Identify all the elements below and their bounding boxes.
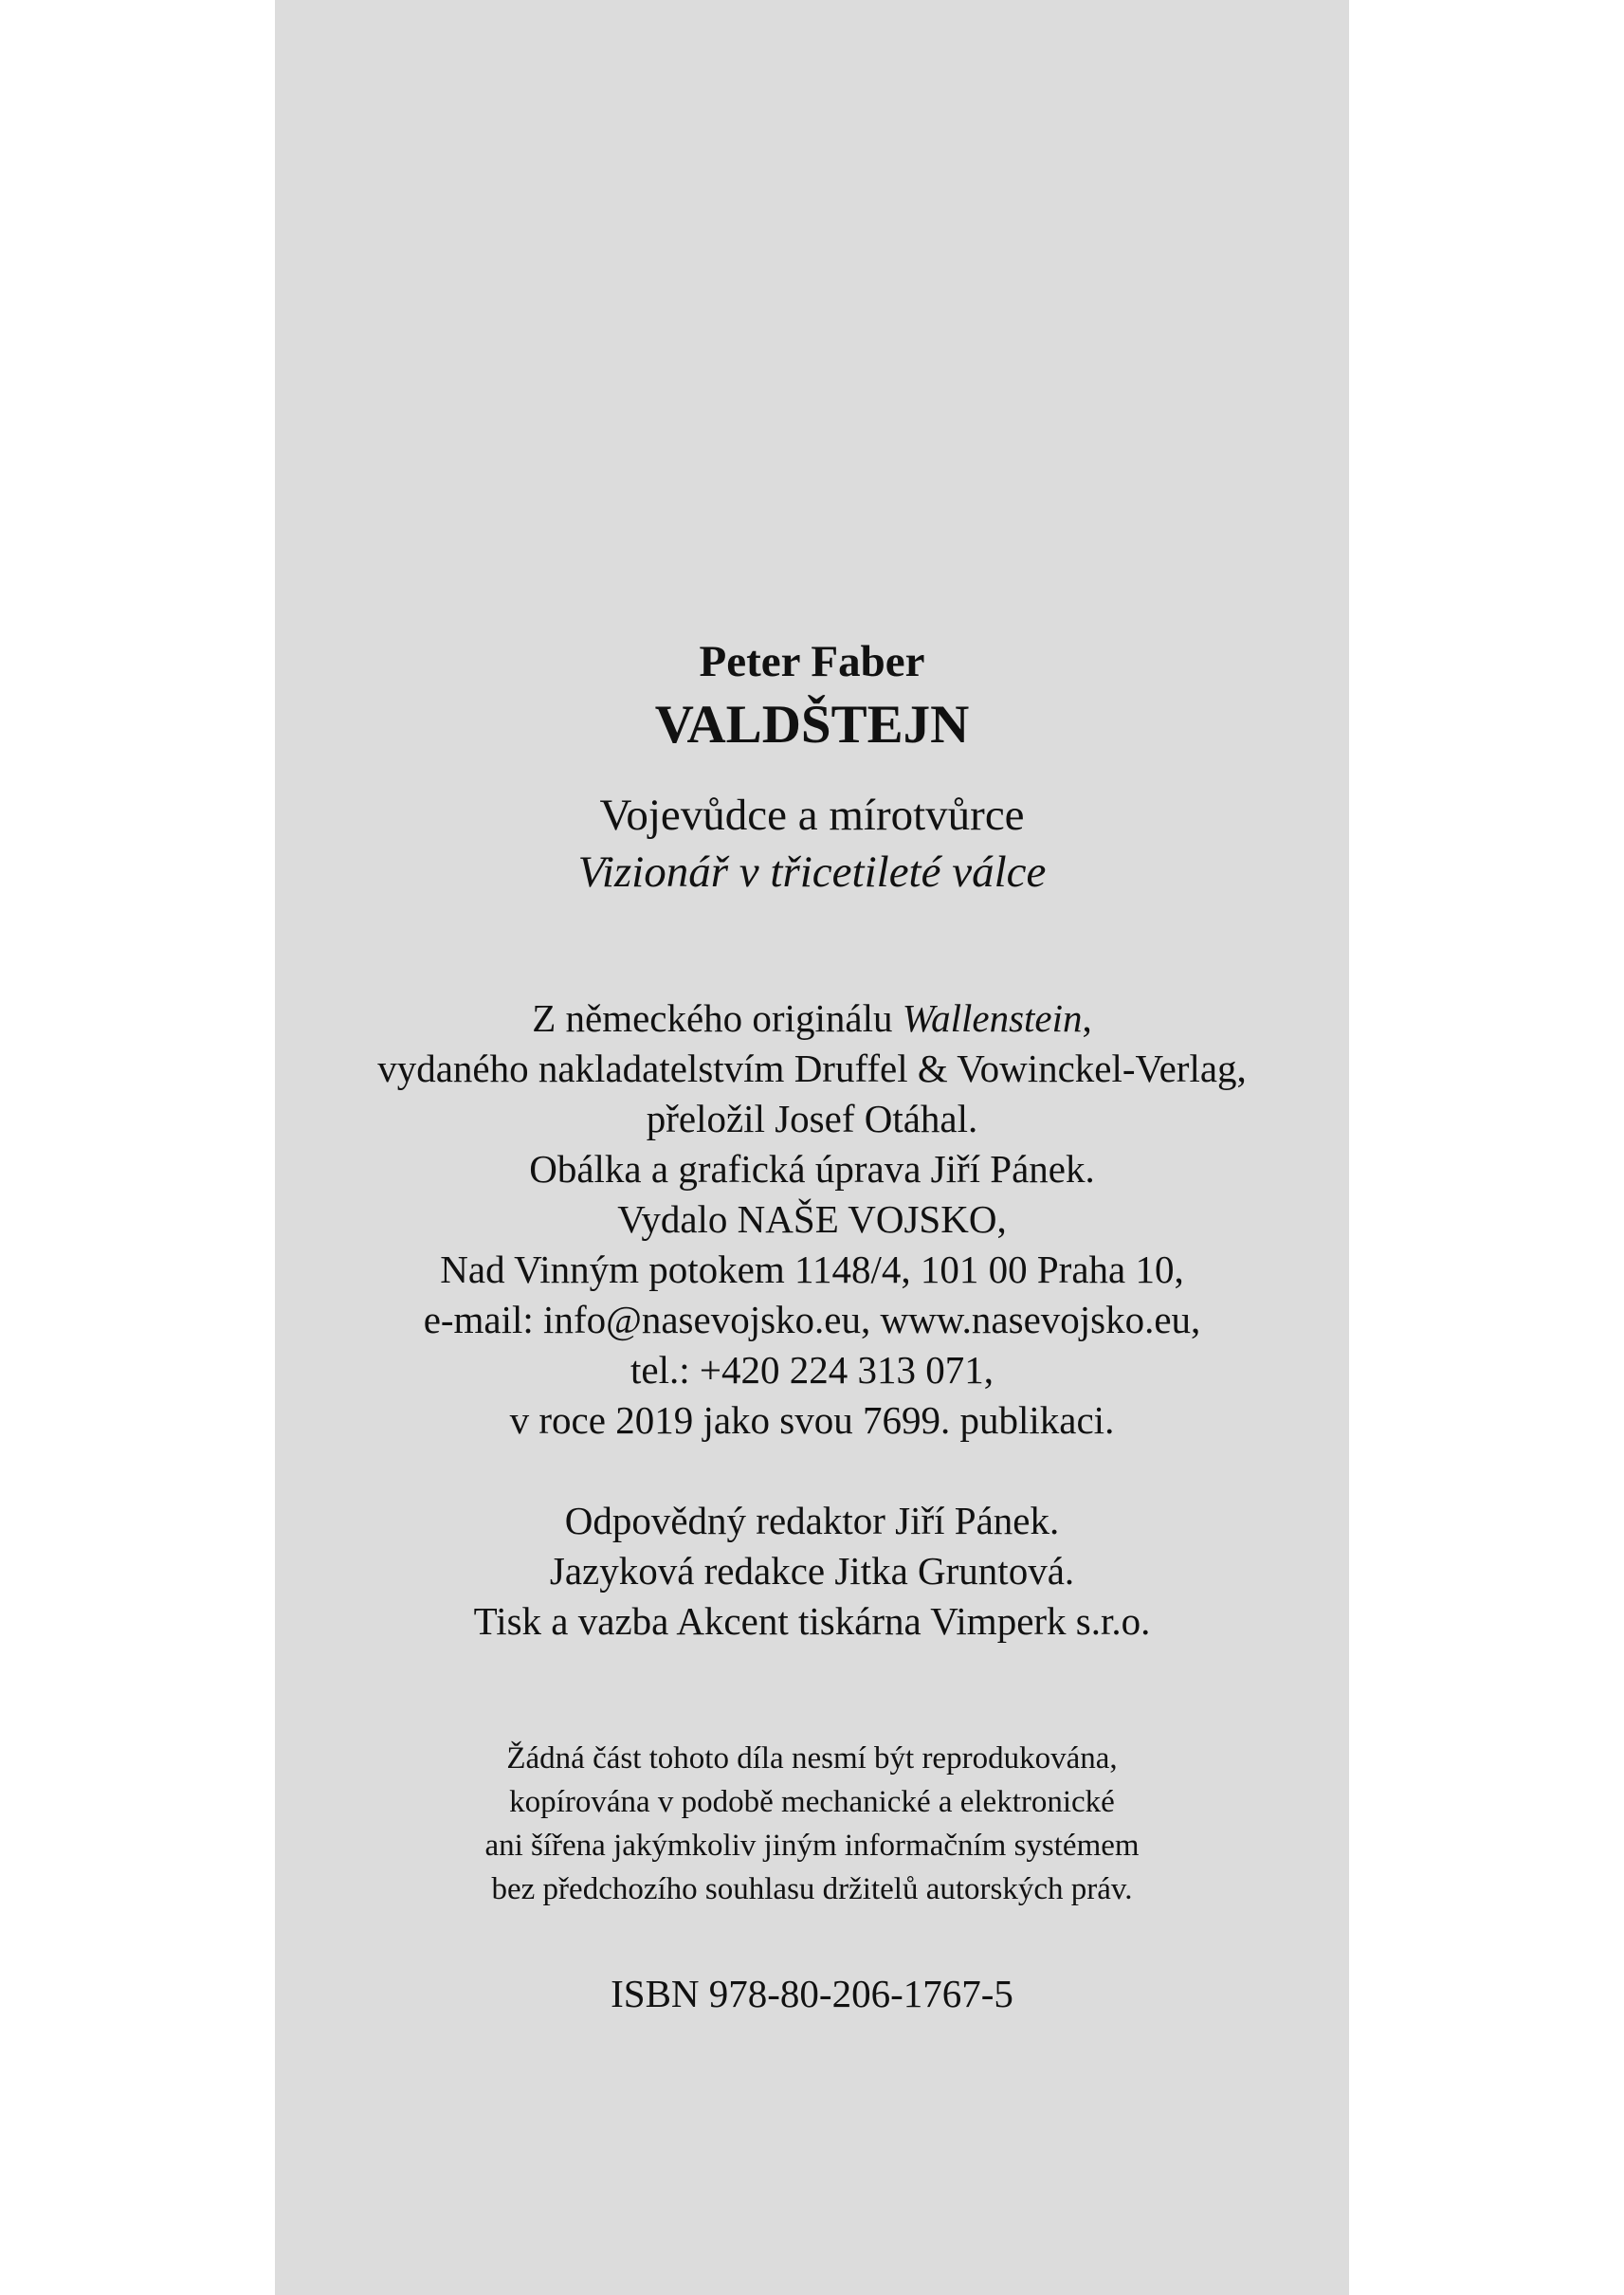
credit-line: Jazyková redakce Jitka Gruntová. [549, 1549, 1075, 1593]
book-title [275, 692, 1349, 758]
imprint-line: Nad Vinným potokem 1148/4, 101 00 Praha 10, [440, 1248, 1184, 1291]
credit-line: Tisk a vazba Akcent tiskárna Vimperk s.r.o. [473, 1599, 1151, 1643]
book-subtitles [275, 787, 1349, 901]
imprint-original-prefix: Z německého originálu [532, 996, 903, 1040]
imprint-line: Obálka a grafická úprava Jiří Pánek. [529, 1147, 1095, 1191]
staff-credits [275, 1496, 1349, 1647]
title-text: VALDŠTEJN [654, 695, 970, 755]
imprint-line: vydaného nakladatelstvím Druffel & Vowinckel-Verlag, [377, 1047, 1247, 1090]
imprint-original-suffix: , [1082, 996, 1092, 1040]
rights-line: Žádná část tohoto díla nesmí být reprodukována, [506, 1741, 1118, 1776]
imprint-line: tel.: +420 224 313 071, [630, 1348, 994, 1392]
imprint-line: Vydalo NAŠE VOJSKO, [617, 1197, 1007, 1241]
rights-line: kopírována v podobě mechanické a elektronické [509, 1785, 1115, 1819]
isbn-block [275, 1969, 1349, 2019]
imprint-line: e-mail: info@nasevojsko.eu, www.nasevojsko.eu, [423, 1298, 1201, 1341]
imprint-line: v roce 2019 jako svou 7699. publikaci. [509, 1398, 1115, 1442]
rights-line: ani šířena jakýmkoliv jiným informačním systémem [484, 1829, 1140, 1863]
rights-line: bez předchozího souhlasu držitelů autorských práv. [491, 1872, 1133, 1906]
imprint-line-original [275, 993, 1349, 1044]
page-sheet [275, 0, 1349, 2295]
book-author [275, 633, 1349, 690]
isbn-number: ISBN 978-80-206-1767-5 [611, 1972, 1013, 2015]
subtitle-italic: Vizionář v třicetileté válce [577, 847, 1047, 897]
subtitle: Vojevůdce a mírotvůrce [599, 791, 1025, 840]
author-name: Peter Faber [699, 637, 925, 686]
imprint-original-title: Wallenstein [902, 996, 1083, 1040]
copyright-notice [275, 1737, 1349, 1911]
credit-line: Odpovědný redaktor Jiří Pánek. [564, 1499, 1060, 1542]
imprint-block [275, 993, 1349, 1446]
imprint-line: přeložil Josef Otáhal. [646, 1097, 978, 1140]
